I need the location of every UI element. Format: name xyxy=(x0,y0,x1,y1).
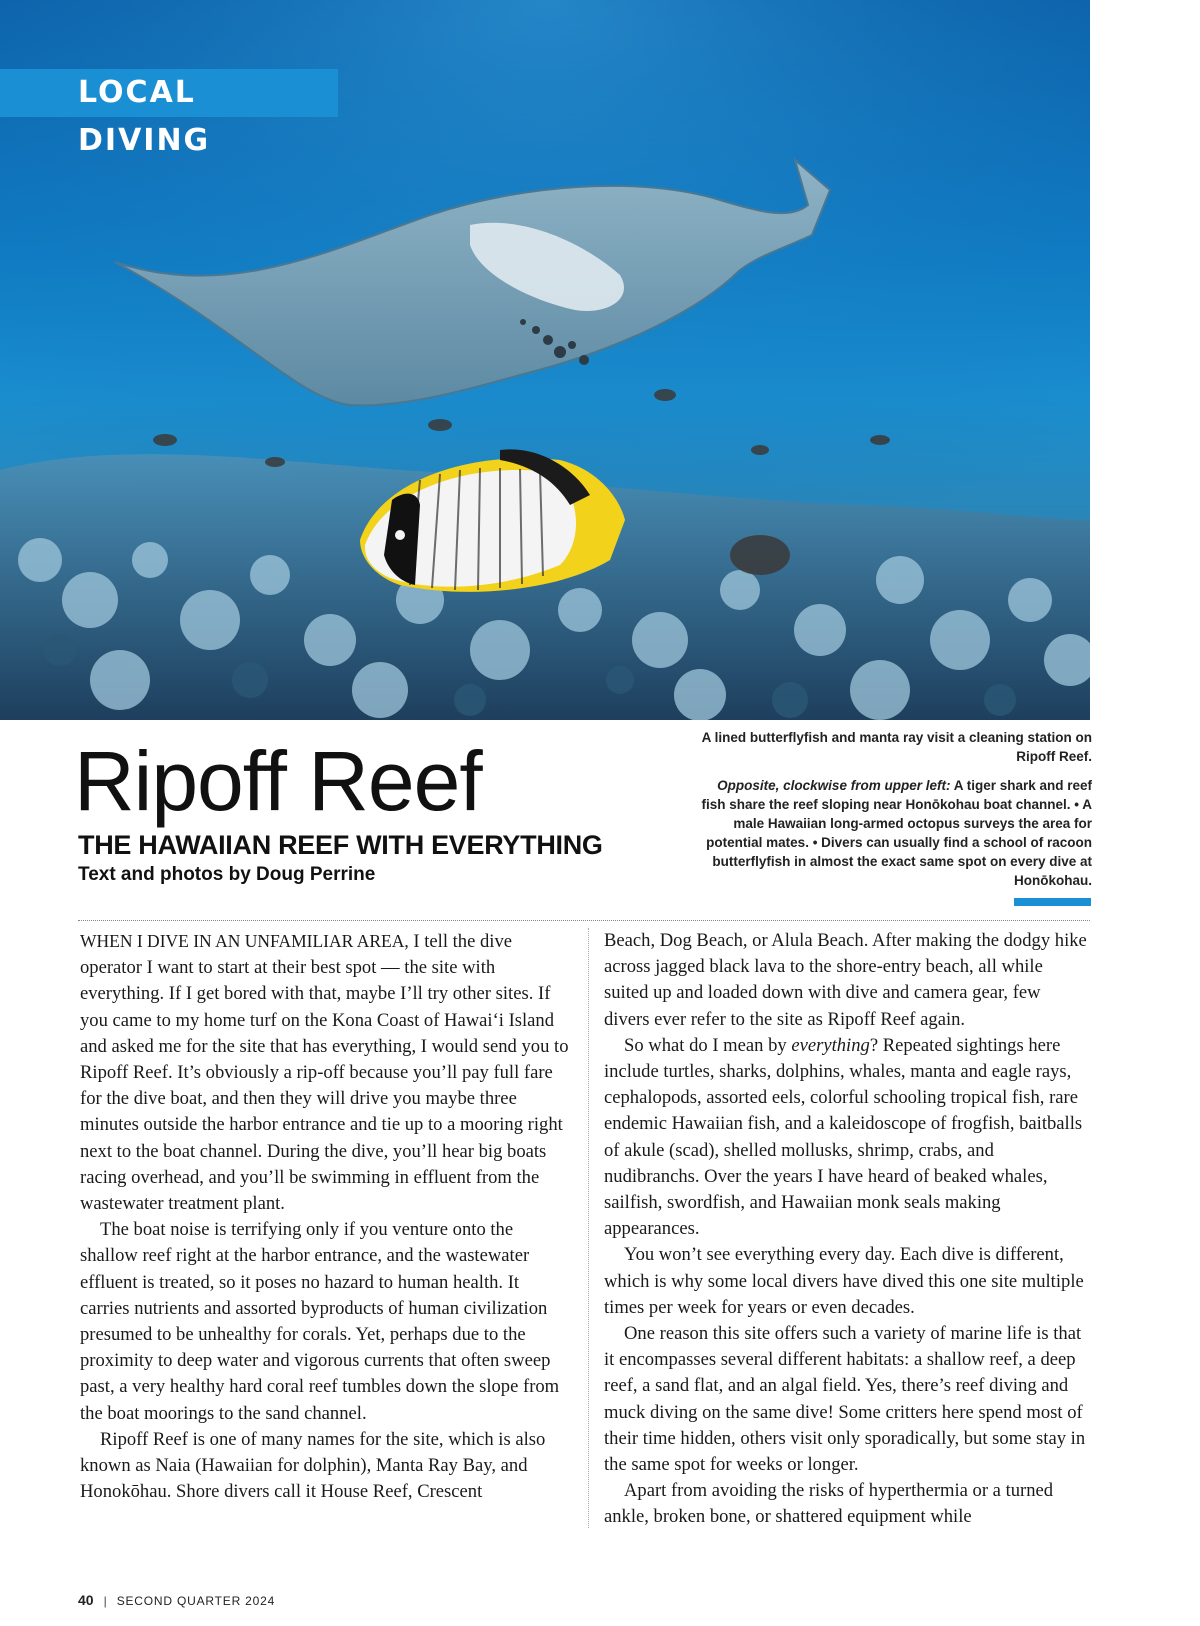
footer-separator: | xyxy=(103,1594,107,1608)
dotted-divider xyxy=(78,920,1090,921)
section-banner: LOCAL DIVING xyxy=(0,69,338,117)
main-caption: A lined butterflyfish and manta ray visit a cleaning station on Ripoff Reef. xyxy=(701,730,1092,764)
page-right-margin xyxy=(1090,0,1200,1626)
article-byline: Text and photos by Doug Perrine xyxy=(78,864,376,885)
paragraph-3: Ripoff Reef is one of many names for the site, which is also known as Naia (Hawaiian for dolphin), Manta Ray Bay, and Honokōhau. Shore divers call it House Reef, Crescent xyxy=(80,1428,546,1503)
paragraph-2: The boat noise is terrifying only if you venture onto the shallow reef right at the harbor entrance, and the wastewater effluent is treated, so it poses no hazard to human health. It carries nutrients and assorted byproducts of human civilization presumed to be unhealthy for corals. Yet, perhaps due to the proximity to deep water and vigorous currents that often sweep past, a very healthy hard coral reef tumbles down the slope from the boat moorings to the sand channel. xyxy=(80,1219,560,1424)
opposite-caption xyxy=(700,776,1092,890)
article-subtitle: THE HAWAIIAN REEF WITH EVERYTHING xyxy=(78,830,603,860)
page-number: 40 xyxy=(78,1592,94,1608)
paragraph-5: You won’t see everything every day. Each dive is different, which is why some local divers have dived this one site multiple times per week for years or even decades. xyxy=(604,1244,1084,1318)
issue-label: SECOND QUARTER 2024 xyxy=(116,1594,276,1608)
opposite-caption-lead: Opposite, clockwise from upper left: xyxy=(717,778,951,793)
body-column-right xyxy=(604,928,1090,1531)
caption-accent-bar xyxy=(1014,898,1091,906)
paragraph-3-continued: Beach, Dog Beach, or Alula Beach. After making the dodgy hike across jagged black lava to the shore-entry beach, all while suited up and loaded down with dive and camera gear, few divers ever refer to the site as Ripoff Reef again. xyxy=(604,930,1087,1030)
column-rule xyxy=(588,928,589,1528)
body-column-left xyxy=(80,928,572,1505)
article-title: Ripoff Reef xyxy=(74,734,482,828)
opposite-caption-text: A tiger shark and reef fish share the reef sloping near Honōkohau boat channel. • A male Hawaiian long-armed octopus surveys the area for potential mates. • Divers can usually find a school of racoon butterflyfish in almost the exact same spot on every dive at Honōkohau. xyxy=(701,778,1092,888)
page-footer xyxy=(78,1592,275,1608)
photo-captions xyxy=(700,728,1092,900)
paragraph-6: One reason this site offers such a variety of marine life is that it encompasses several different habitats: a shallow reef, a deep reef, a sand flat, and an algal field. Yes, there’s reef diving and muck diving on the same dive! Some critters here spend most of their time hidden, others visit only sporadically, but some stay in the same spot for weeks or longer. xyxy=(604,1323,1086,1476)
paragraph-7: Apart from avoiding the risks of hyperthermia or a turned ankle, broken bone, or shattered equipment while xyxy=(604,1480,1054,1528)
paragraph-1: WHEN I DIVE IN AN UNFAMILIAR AREA, I tell the dive operator I want to start at their best spot — the site with everything. If I get bored with that, maybe I’ll try other sites. If you came to my home turf on the Kona Coast of Hawai‘i Island and asked me for the site that has everything, I would send you to Ripoff Reef. It’s obviously a rip-off because you’ll pay full fare for the dive boat, and then they will drive you maybe three minutes outside the harbor entrance and tie up to a mooring right next to the boat channel. During the dive, you’ll hear big boats racing overhead, and you’ll be swimming in effluent from the wastewater treatment plant. xyxy=(80,931,569,1215)
paragraph-4: So what do I mean by everything? Repeated sightings here include turtles, sharks, dolphins, whales, manta and eagle rays, cephalopods, assorted eels, colorful schooling tropical fish, rare endemic Hawaiian fish, and a kaleidoscope of frogfish, baitballs of akule (scad), shelled mollusks, shrimp, crabs, and nudibranchs. Over the years I have heard of beaked whales, sailfish, swordfish, and Hawaiian monk seals making appearances. xyxy=(604,1034,1083,1240)
paragraph-1-lead: WHEN I DIVE IN AN UNFAMILIAR AREA, xyxy=(80,931,409,951)
